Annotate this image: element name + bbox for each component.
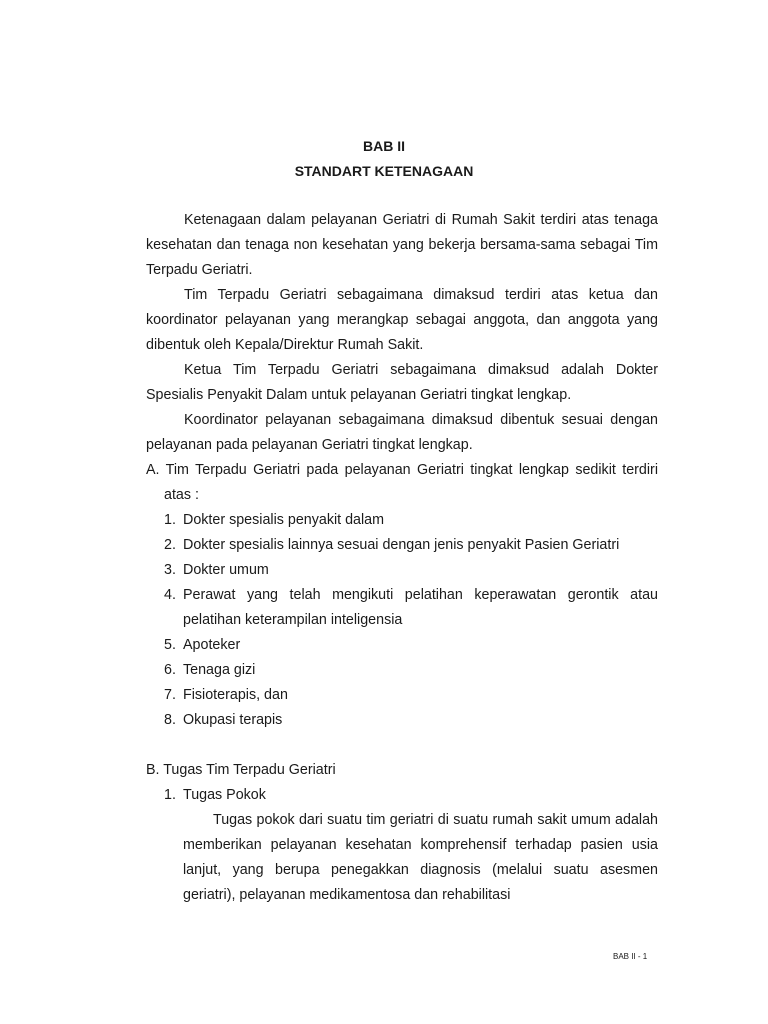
section-b-list bbox=[146, 783, 658, 808]
page-footer: BAB II - 1 bbox=[613, 952, 648, 961]
list-item-text: Dokter spesialis penyakit dalam bbox=[183, 512, 385, 528]
list-item bbox=[146, 708, 658, 733]
list-item-number: 2. bbox=[164, 537, 176, 553]
list-item bbox=[146, 683, 658, 708]
list-item bbox=[146, 508, 658, 533]
list-item-text: Tenaga gizi bbox=[183, 662, 256, 678]
list-item bbox=[146, 633, 658, 658]
list-item-number: 1. bbox=[164, 787, 176, 803]
list-item bbox=[146, 783, 658, 808]
list-item-number: 4. bbox=[164, 587, 176, 603]
paragraph-1: Ketenagaan dalam pelayanan Geriatri di Rumah Sakit terdiri atas tenaga kesehatan dan tenaga non kesehatan yang bekerja bersama-sama sebagai Tim Terpadu Geriatri. bbox=[146, 212, 658, 278]
section-a-list bbox=[146, 508, 658, 733]
list-item-number: 8. bbox=[164, 712, 176, 728]
paragraph-4: Koordinator pelayanan sebagaimana dimaksud dibentuk sesuai dengan pelayanan pada pelayanan Geriatri tingkat lengkap. bbox=[146, 412, 658, 453]
list-item-text: Okupasi terapis bbox=[183, 712, 283, 728]
list-item-number: 6. bbox=[164, 662, 176, 678]
list-item-text: Fisioterapis, dan bbox=[183, 687, 288, 703]
list-item-text: Apoteker bbox=[183, 637, 241, 653]
paragraph-2: Tim Terpadu Geriatri sebagaimana dimaksud terdiri atas ketua dan koordinator pelayanan yang merangkap sebagai anggota, dan anggota yang dibentuk oleh Kepala/Direktur Rumah Sakit. bbox=[146, 287, 658, 353]
paragraph-3: Ketua Tim Terpadu Geriatri sebagaimana dimaksud adalah Dokter Spesialis Penyakit Dalam untuk pelayanan Geriatri tingkat lengkap. bbox=[146, 362, 658, 403]
section-a-heading: A. Tim Terpadu Geriatri pada pelayanan Geriatri tingkat lengkap sedikit terdiri atas : bbox=[146, 462, 658, 503]
list-item-text: Dokter spesialis lainnya sesuai dengan jenis penyakit Pasien Geriatri bbox=[183, 537, 620, 553]
list-item bbox=[146, 558, 658, 583]
list-item bbox=[146, 583, 658, 633]
list-item-number: 7. bbox=[164, 687, 176, 703]
section-b-paragraph: Tugas pokok dari suatu tim geriatri di suatu rumah sakit umum adalah memberikan pelayanan kesehatan komprehensif terhadap pasien usia lanjut, yang berupa penegakkan diagnosis (melalui suatu asesmen geriatri), pelayanan medikamentosa dan rehabilitasi bbox=[183, 812, 658, 903]
list-item-number: 5. bbox=[164, 637, 176, 653]
list-item bbox=[146, 533, 658, 558]
section-b-subheading: Tugas Pokok bbox=[183, 787, 266, 803]
chapter-title: STANDART KETENAGAAN bbox=[294, 163, 474, 179]
chapter-label: BAB II bbox=[363, 138, 405, 154]
list-item-number: 1. bbox=[164, 512, 176, 528]
section-spacer bbox=[146, 733, 658, 758]
body-text bbox=[146, 208, 658, 908]
list-item-text: Dokter umum bbox=[183, 562, 269, 578]
section-b-heading: B. Tugas Tim Terpadu Geriatri bbox=[146, 762, 336, 778]
list-item-number: 3. bbox=[164, 562, 176, 578]
list-item-text: Perawat yang telah mengikuti pelatihan keperawatan gerontik atau pelatihan keterampilan inteligensia bbox=[183, 587, 658, 628]
list-item bbox=[146, 658, 658, 683]
section-b-sub-block bbox=[146, 808, 658, 908]
